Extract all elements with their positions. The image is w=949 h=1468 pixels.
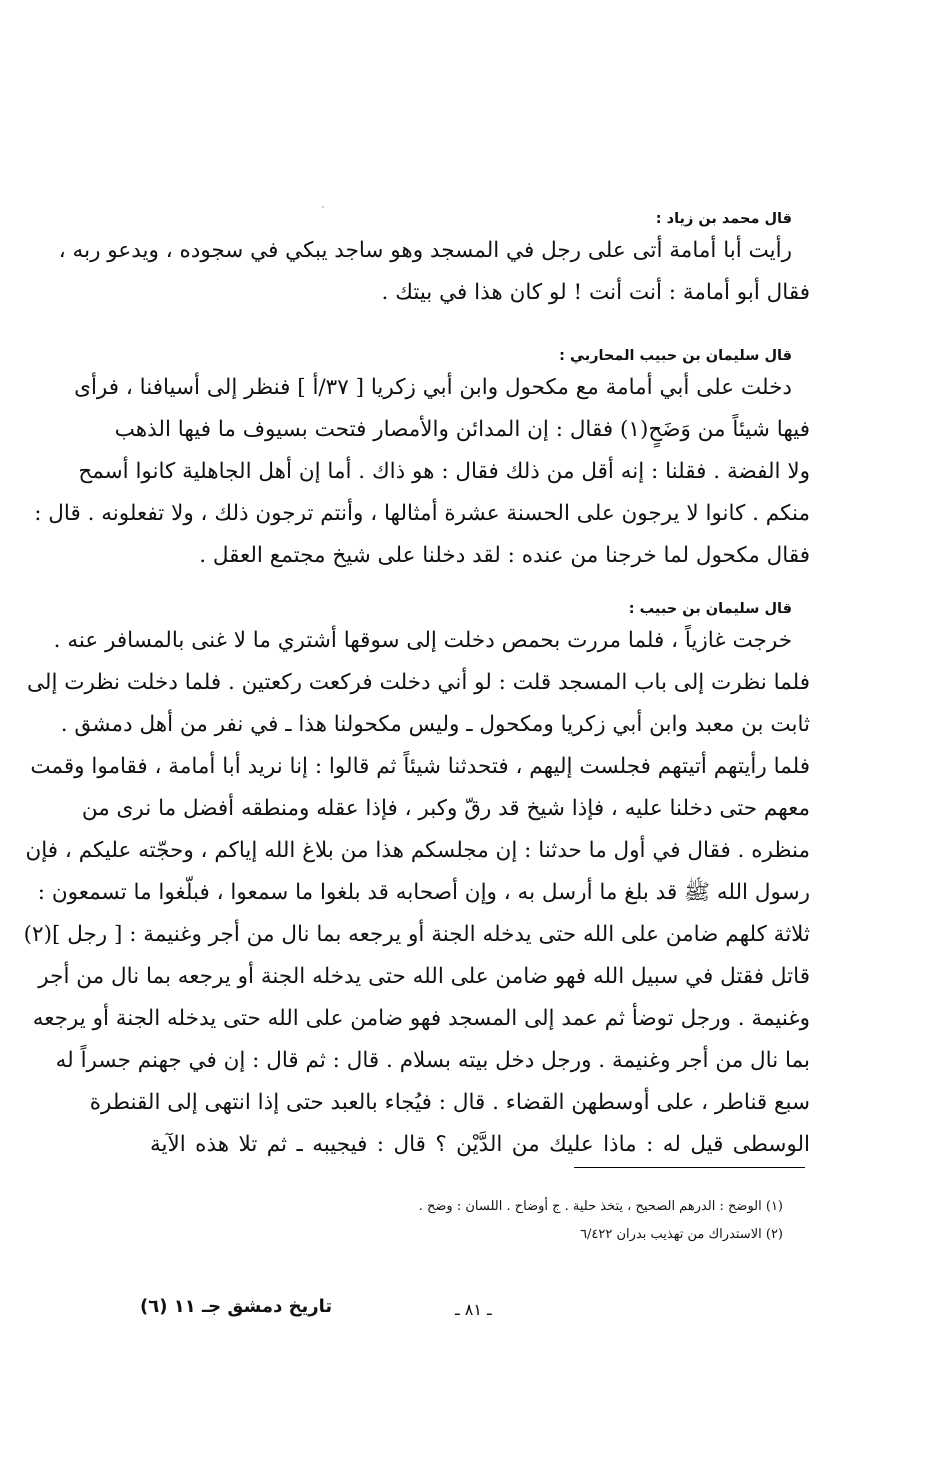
text-line: فلما نظرت إلى باب المسجد قلت : لو أني دخلت فركعت ركعتين . فلما دخلت نظرت إلى xyxy=(26,670,810,695)
page-number: ـ ٨١ ـ xyxy=(455,1300,492,1319)
running-footer-title: تاريخ دمشق جـ ١١ (٦) xyxy=(140,1296,333,1317)
text-line: فلما رأيتهم أتيتهم فجلست إليهم ، فتحدثنا شيئاً ثم قالوا : إنا نريد أبا أمامة ، فقاموا وقمت xyxy=(30,754,810,779)
text-line: ثابت بن معبد وابن أبي زكريا ومكحول ـ وليس مكحولنا هذا ـ في نفر من أهل دمشق . xyxy=(60,712,810,737)
section-sulayman-ibn-habib-al-muharibi xyxy=(34,345,810,577)
footnote-1: (١) الوضح : الدرهم الصحيح ، يتخذ حلية . ج أوضاح . اللسان : وضح . xyxy=(418,1199,783,1214)
text-line: منكم . كانوا لا يرجون على الحسنة عشرة أمثالها ، وأنتم ترجون ذلك ، ولا تفعلونه . قال : xyxy=(34,501,810,526)
footnote-divider xyxy=(574,1167,805,1168)
text-line: قاتل فقتل في سبيل الله فهو ضامن على الله حتى يدخله الجنة أو يرجعه بما نال من أجر xyxy=(38,964,810,989)
text-line: منظره . فقال في أول ما حدثنا : إن مجلسكم هذا من بلاغ الله إياكم ، وحجّته عليكم ، فإن xyxy=(25,838,810,863)
text-line: بما نال من أجر وغنيمة . ورجل دخل بيته بسلام . قال : ثم قال : إن في جهنم جسراً له xyxy=(55,1048,810,1073)
text-line: رأيت أبا أمامة أتى على رجل في المسجد وهو ساجد يبكي في سجوده ، ويدعو ربه ، xyxy=(58,238,792,263)
text-line: خرجت غازياً ، فلما مررت بحمص دخلت إلى سوقها أشتري ما لا غنى بالمسافر عنه . xyxy=(53,628,792,653)
footnote-2: (٢) الاستدراك من تهذيب بدران ٦/٤٢٢ xyxy=(580,1227,783,1242)
section-sulayman-ibn-habib xyxy=(23,598,810,1166)
text-line: سبع قناطر ، على أوسطهن القضاء . قال : فيُجاء بالعبد حتى إذا انتهى إلى القنطرة xyxy=(89,1090,810,1115)
speaker-heading: قال محمد بن زياد : xyxy=(655,211,792,227)
section-muhammad-ibn-ziyad xyxy=(58,208,810,314)
text-line: معهم حتى دخلنا عليه ، فإذا شيخ قد رقّ وكبر ، فإذا عقله ومنطقه أفضل ما نرى من xyxy=(81,796,810,821)
text-line: ولا الفضة . فقلنا : إنه أقل من ذلك فقال : هو ذاك . أما إن أهل الجاهلية كانوا أسمح xyxy=(78,459,810,484)
text-line: فيها شيئاً من وَضَحٍ(١) فقال : إن المدائن والأمصار فتحت بسيوف ما فيها الذهب xyxy=(114,417,810,442)
speaker-heading: قال سليمان بن حبيب المحاربي : xyxy=(559,348,792,364)
text-line: رسول الله ﷺ قد بلغ ما أرسل به ، وإن أصحابه قد بلغوا ما سمعوا ، فبلّغوا ما تسمعون : xyxy=(37,880,810,905)
speaker-heading: قال سليمان بن حبيب : xyxy=(628,601,792,617)
text-line: فقال مكحول لما خرجنا من عنده : لقد دخلنا على شيخ مجتمع العقل . xyxy=(199,543,810,568)
text-line: ثلاثة كلهم ضامن على الله حتى يدخله الجنة أو يرجعه بما نال من أجر وغنيمة : [ رجل ](٢) xyxy=(23,922,810,947)
text-line: وغنيمة . ورجل توضأ ثم عمد إلى المسجد فهو ضامن على الله حتى يدخله الجنة أو يرجعه xyxy=(32,1006,810,1031)
text-line: فقال أبو أمامة : أنت أنت ! لو كان هذا في بيتك . xyxy=(381,280,810,305)
text-line: الوسطى قيل له : ماذا عليك من الدَّيْن ؟ قال : فيجيبه ـ ثم تلا هذه الآية xyxy=(150,1132,810,1157)
text-line: دخلت على أبي أمامة مع مكحول وابن أبي زكريا [ ٣٧/أ ] فنظر إلى أسيافنا ، فرأى xyxy=(74,375,792,400)
